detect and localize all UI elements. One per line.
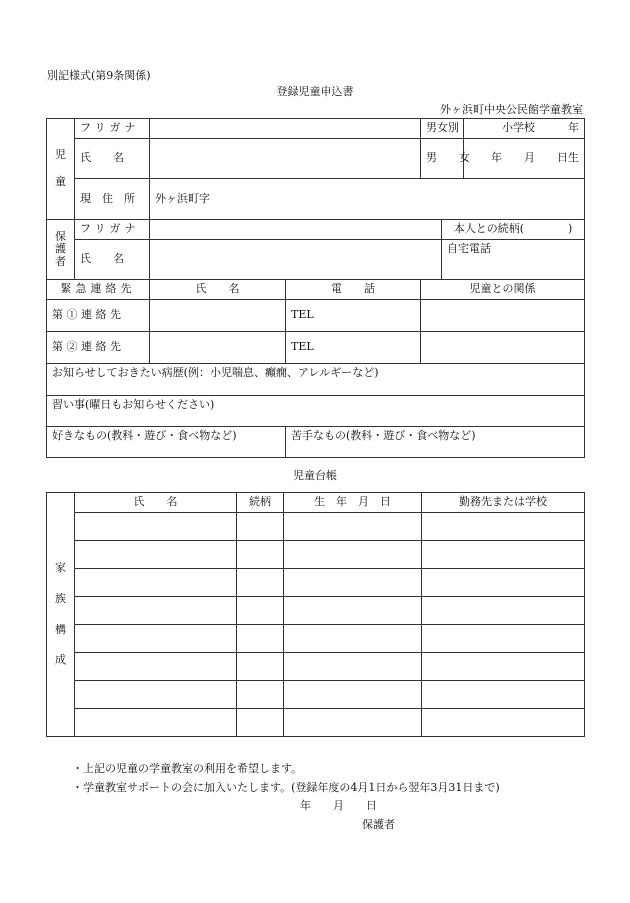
family-name-cell[interactable] [75,653,237,681]
family-birth-cell[interactable] [284,513,422,541]
child-name-field[interactable] [150,139,421,179]
guardian-signature-label: 保護者 [362,818,395,831]
family-section-label: 家 族 構 成 [47,493,75,737]
family-work-cell[interactable] [422,681,585,709]
family-birth-cell[interactable] [284,709,422,737]
family-name-cell[interactable] [75,569,237,597]
membership-note: ・学童教室サポートの会に加入いたします。(登録年度の4月1日から翌年3月31日まで) [72,781,500,794]
address-field[interactable]: 外ヶ浜町字 [150,179,585,220]
sex-label: 男女別 [421,119,464,139]
medical-history-field[interactable]: お知らせしておきたい病歴(例：小児喘息、癲癇、アレルギーなど) [47,364,585,396]
table-row [47,569,585,597]
table-row [47,625,585,653]
table-row [47,513,585,541]
family-birth-cell[interactable] [284,625,422,653]
contact2-relation-field[interactable] [421,332,585,364]
contact1-name-field[interactable] [150,300,286,332]
guardian-furigana-label: フリガナ [75,220,150,240]
guardian-name-label: 氏 名 [75,240,150,280]
signature-date[interactable]: 年 月 日 [300,799,377,812]
family-name-cell[interactable] [75,597,237,625]
guardian-name-field[interactable] [150,240,442,280]
guardian-section-label: 保 護 者 [47,220,75,280]
family-relation-cell[interactable] [237,709,284,737]
family-work-cell[interactable] [422,653,585,681]
family-relation-cell[interactable] [237,513,284,541]
address-label: 現 住 所 [75,179,150,220]
family-relation-cell[interactable] [237,597,284,625]
table-row [47,681,585,709]
table-row [47,653,585,681]
child-section-label: 児 童 [47,119,75,220]
family-col-relation: 続柄 [237,493,284,513]
sex-options[interactable]: 男 女 [421,139,464,179]
application-table [46,118,585,458]
family-relation-cell[interactable] [237,653,284,681]
contact2-name-field[interactable] [150,332,286,364]
family-birth-cell[interactable] [284,681,422,709]
family-birth-cell[interactable] [284,569,422,597]
family-name-cell[interactable] [75,513,237,541]
family-work-cell[interactable] [422,541,585,569]
family-name-cell[interactable] [75,681,237,709]
family-col-birthdate: 生 年 月 日 [284,493,422,513]
table-row [47,709,585,737]
table-row [47,541,585,569]
family-relation-cell[interactable] [237,625,284,653]
family-work-cell[interactable] [422,597,585,625]
home-phone-field[interactable]: 自宅電話 [442,240,585,280]
relation-field[interactable]: 本人との続柄( ) [442,220,585,240]
family-name-cell[interactable] [75,625,237,653]
table-row [47,597,585,625]
emergency-col-relation: 児童との関係 [421,280,585,300]
dislikes-field[interactable]: 苦手なもの(教科・遊び・食べ物など) [286,427,585,458]
child-name-label: 氏 名 [75,139,150,179]
family-work-cell[interactable] [422,709,585,737]
lessons-field[interactable]: 習い事(曜日もお知らせください) [47,396,585,427]
contact2-phone-field[interactable]: TEL [286,332,421,364]
child-furigana-field[interactable] [150,119,421,139]
emergency-header: 緊急連絡先 [47,280,150,300]
emergency-col-name: 氏 名 [150,280,286,300]
family-col-work: 勤務先または学校 [422,493,585,513]
contact1-relation-field[interactable] [421,300,585,332]
family-work-cell[interactable] [422,513,585,541]
form-title: 登録児童申込書 [276,85,354,98]
family-birth-cell[interactable] [284,541,422,569]
family-relation-cell[interactable] [237,569,284,597]
emergency-col-phone: 電 話 [286,280,421,300]
family-col-name: 氏 名 [75,493,237,513]
birthdate-field[interactable]: 年 月 日生 [464,139,585,179]
family-name-cell[interactable] [75,709,237,737]
likes-field[interactable]: 好きなもの(教科・遊び・食べ物など) [47,427,286,458]
family-birth-cell[interactable] [284,597,422,625]
school-grade-field[interactable]: 小学校 年 [464,119,585,139]
family-name-cell[interactable] [75,541,237,569]
child-furigana-label: フリガナ [75,119,150,139]
family-work-cell[interactable] [422,569,585,597]
organization-name: 外ヶ浜町中央公民館学童教室 [440,103,583,116]
contact2-label: 第 ② 連 絡 先 [47,332,150,364]
family-work-cell[interactable] [422,625,585,653]
usage-request-note: ・上記の児童の学童教室の利用を希望します。 [72,762,303,775]
family-relation-cell[interactable] [237,681,284,709]
contact1-label: 第 ① 連 絡 先 [47,300,150,332]
family-relation-cell[interactable] [237,541,284,569]
form-reference: 別記様式(第9条関係) [47,69,151,82]
family-register-table [46,492,585,737]
register-title: 児童台帳 [293,469,337,482]
contact1-phone-field[interactable]: TEL [286,300,421,332]
guardian-furigana-field[interactable] [150,220,442,240]
family-birth-cell[interactable] [284,653,422,681]
